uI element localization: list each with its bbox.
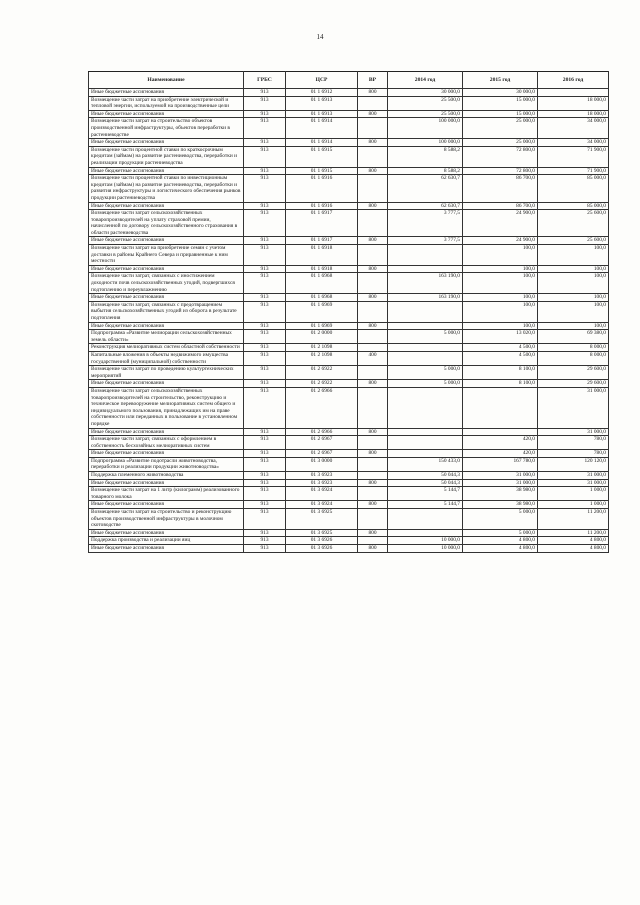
row-vr (358, 344, 388, 352)
row-value-2015: 100,0 (463, 245, 538, 266)
row-name: Возмещение части затрат сельскохозяйственных товаропроизводителей на уплату страховой премии, начисленной по договору сельскохозяйственного страхования в области растениеводства (89, 210, 244, 237)
row-value-2016: 120 120,0 (538, 457, 609, 471)
row-value-2016: 71 900,0 (538, 167, 609, 175)
column-header-csr: ЦСР (286, 72, 358, 89)
row-grbs: 913 (244, 175, 286, 202)
row-value-2015: 25 000,0 (463, 118, 538, 139)
row-value-2015: 31 000,0 (463, 479, 538, 487)
row-grbs: 913 (244, 202, 286, 210)
row-value-2016: 31 000,0 (538, 387, 609, 428)
row-name: Иные бюджетные ассигнования (89, 450, 244, 458)
row-csr: 01 3 6924 (286, 487, 358, 501)
row-value-2014: 25 500,0 (388, 96, 463, 110)
row-value-2016: 4 800,0 (538, 545, 609, 553)
table-row (89, 351, 609, 365)
table-row (89, 273, 609, 294)
row-value-2016: 85 000,0 (538, 202, 609, 210)
column-header-2014: 2014 год (388, 72, 463, 89)
row-vr (358, 210, 388, 237)
table-row (89, 457, 609, 471)
row-grbs: 913 (244, 387, 286, 428)
row-value-2014: 50 044,3 (388, 479, 463, 487)
row-vr (358, 537, 388, 545)
row-vr: 800 (358, 89, 388, 97)
row-grbs: 913 (244, 351, 286, 365)
row-csr: 01 2 1098 (286, 351, 358, 365)
row-value-2015: 38 980,0 (463, 501, 538, 509)
row-csr: 01 2 6922 (286, 380, 358, 388)
row-name: Возмещение части затрат, связанных с предотвращением выбытия сельскохозяйственных угодий из оборота в результате подтопления (89, 301, 244, 322)
row-value-2015: 24 900,0 (463, 237, 538, 245)
row-value-2015: 86 700,0 (463, 175, 538, 202)
table-row (89, 501, 609, 509)
row-name: Иные бюджетные ассигнования (89, 501, 244, 509)
table-header (89, 72, 609, 89)
row-value-2014: 5 000,0 (388, 380, 463, 388)
row-grbs: 913 (244, 322, 286, 330)
row-csr: 01 3 6926 (286, 537, 358, 545)
row-value-2015: 25 000,0 (463, 139, 538, 147)
row-vr: 800 (358, 202, 388, 210)
page-number: 14 (316, 33, 324, 41)
row-csr: 01 3 6924 (286, 501, 358, 509)
row-value-2014: 30 000,0 (388, 89, 463, 97)
row-value-2014: 8 588,2 (388, 146, 463, 167)
row-value-2016 (538, 89, 609, 97)
row-name: Иные бюджетные ассигнования (89, 294, 244, 302)
row-value-2014 (388, 245, 463, 266)
row-grbs: 913 (244, 487, 286, 501)
row-value-2016: 8 000,0 (538, 351, 609, 365)
table-row (89, 330, 609, 344)
row-value-2016: 29 600,0 (538, 380, 609, 388)
row-vr: 400 (358, 351, 388, 365)
row-name: Поддержка производства и реализации яиц (89, 537, 244, 545)
row-value-2016: 780,0 (538, 450, 609, 458)
row-name: Иные бюджетные ассигнования (89, 322, 244, 330)
row-value-2014 (388, 301, 463, 322)
row-name: Иные бюджетные ассигнования (89, 479, 244, 487)
row-grbs: 913 (244, 428, 286, 436)
row-value-2016: 31 000,0 (538, 479, 609, 487)
row-value-2015 (463, 387, 538, 428)
row-value-2016: 29 600,0 (538, 366, 609, 380)
row-value-2016: 100,0 (538, 273, 609, 294)
row-value-2015: 100,0 (463, 322, 538, 330)
row-value-2014 (388, 344, 463, 352)
row-value-2016: 69 380,0 (538, 330, 609, 344)
row-name: Возмещение части затрат, связанных с иностижением доходности почв сельскохозяйственных угодий, подвергшихся подтоплению и переувлажнению (89, 273, 244, 294)
table-row (89, 509, 609, 530)
row-csr: 01 1 6968 (286, 273, 358, 294)
row-value-2016: 1 000,0 (538, 501, 609, 509)
row-value-2016: 1 000,0 (538, 487, 609, 501)
row-grbs: 913 (244, 245, 286, 266)
row-name: Иные бюджетные ассигнования (89, 202, 244, 210)
row-vr (358, 118, 388, 139)
row-grbs: 913 (244, 344, 286, 352)
row-value-2014: 5 144,7 (388, 487, 463, 501)
row-value-2016: 18 000,0 (538, 110, 609, 118)
row-vr: 800 (358, 479, 388, 487)
row-vr: 800 (358, 545, 388, 553)
row-vr: 800 (358, 237, 388, 245)
table-body (89, 89, 609, 553)
table-row (89, 210, 609, 237)
row-name: Возмещение части затрат на приобретение семян с учетом доставки в районы Крайнего Севера и приравненные к ним местности (89, 245, 244, 266)
row-csr: 01 1 6968 (286, 294, 358, 302)
row-value-2015: 4 800,0 (463, 537, 538, 545)
row-value-2015 (463, 428, 538, 436)
row-value-2014 (388, 450, 463, 458)
row-value-2015: 8 100,0 (463, 366, 538, 380)
row-csr: 01 1 6912 (286, 89, 358, 97)
row-name: Иные бюджетные ассигнования (89, 428, 244, 436)
row-value-2016: 31 000,0 (538, 472, 609, 480)
row-name: Возмещение части затрат по проведению культуртехнических мероприятий (89, 366, 244, 380)
row-grbs: 913 (244, 89, 286, 97)
row-name: Иные бюджетные ассигнования (89, 139, 244, 147)
table-row (89, 89, 609, 97)
row-value-2014: 62 630,7 (388, 175, 463, 202)
row-value-2015: 167 780,0 (463, 457, 538, 471)
row-csr: 01 1 6969 (286, 301, 358, 322)
row-csr: 01 2 6966 (286, 387, 358, 428)
row-value-2014 (388, 351, 463, 365)
table-row (89, 545, 609, 553)
row-value-2015: 5 000,0 (463, 509, 538, 530)
row-name: Возмещение части затрат на приобретение электрической и тепловой энергии, используемой на производственные цели (89, 96, 244, 110)
row-value-2015: 15 000,0 (463, 96, 538, 110)
row-value-2016: 71 900,0 (538, 146, 609, 167)
row-value-2014: 5 000,0 (388, 366, 463, 380)
row-value-2016: 25 600,0 (538, 237, 609, 245)
table-row (89, 428, 609, 436)
row-vr (358, 509, 388, 530)
row-value-2014 (388, 265, 463, 273)
row-value-2015: 31 000,0 (463, 472, 538, 480)
row-csr: 01 1 6918 (286, 265, 358, 273)
row-value-2016: 100,0 (538, 294, 609, 302)
row-csr: 01 1 6915 (286, 167, 358, 175)
row-value-2016: 18 000,0 (538, 96, 609, 110)
row-vr (358, 366, 388, 380)
row-csr: 01 3 6925 (286, 529, 358, 537)
row-name: Иные бюджетные ассигнования (89, 380, 244, 388)
row-csr: 01 1 6913 (286, 96, 358, 110)
table-row (89, 450, 609, 458)
row-csr: 01 2 6922 (286, 366, 358, 380)
table-row (89, 175, 609, 202)
row-vr (358, 330, 388, 344)
row-value-2016: 100,0 (538, 265, 609, 273)
row-grbs: 913 (244, 167, 286, 175)
row-value-2014: 150 433,0 (388, 457, 463, 471)
table-row (89, 167, 609, 175)
row-csr: 01 3 6925 (286, 509, 358, 530)
table-row (89, 472, 609, 480)
row-name: Возмещение части затрат на строительство объектов производственной инфраструктуры, объектов переработки в растениеводстве (89, 118, 244, 139)
row-vr (358, 436, 388, 450)
row-vr (358, 273, 388, 294)
row-value-2015: 100,0 (463, 294, 538, 302)
row-grbs: 913 (244, 472, 286, 480)
row-csr: 01 2 1098 (286, 344, 358, 352)
row-vr: 800 (358, 167, 388, 175)
row-value-2014: 62 630,7 (388, 202, 463, 210)
row-csr: 01 2 0000 (286, 330, 358, 344)
row-value-2014 (388, 436, 463, 450)
row-name: Иные бюджетные ассигнования (89, 89, 244, 97)
row-grbs: 913 (244, 210, 286, 237)
row-name: Иные бюджетные ассигнования (89, 529, 244, 537)
row-csr: 01 2 6967 (286, 450, 358, 458)
row-value-2014: 163 190,0 (388, 273, 463, 294)
row-grbs: 913 (244, 237, 286, 245)
row-grbs: 913 (244, 301, 286, 322)
row-vr (358, 472, 388, 480)
row-value-2015: 4 500,0 (463, 344, 538, 352)
table-row (89, 265, 609, 273)
row-vr: 800 (358, 428, 388, 436)
row-grbs: 913 (244, 537, 286, 545)
row-value-2014 (388, 509, 463, 530)
row-value-2016: 780,0 (538, 436, 609, 450)
row-value-2015: 13 020,0 (463, 330, 538, 344)
row-value-2015: 100,0 (463, 273, 538, 294)
column-header-2016: 2016 год (538, 72, 609, 89)
row-value-2014 (388, 387, 463, 428)
budget-table (88, 71, 609, 553)
row-grbs: 913 (244, 501, 286, 509)
row-grbs: 913 (244, 146, 286, 167)
row-value-2016: 11 200,0 (538, 509, 609, 530)
row-value-2016: 31 000,0 (538, 428, 609, 436)
row-csr: 01 2 6966 (286, 428, 358, 436)
row-csr: 01 3 6923 (286, 472, 358, 480)
row-value-2015: 8 100,0 (463, 380, 538, 388)
row-name: Реконструкция мелиоративных систем областной собственности (89, 344, 244, 352)
row-value-2015: 24 900,0 (463, 210, 538, 237)
row-csr: 01 1 6914 (286, 118, 358, 139)
row-grbs: 913 (244, 366, 286, 380)
row-value-2015: 4 800,0 (463, 545, 538, 553)
row-vr: 800 (358, 322, 388, 330)
row-value-2016: 34 000,0 (538, 118, 609, 139)
row-name: Возмещение части затрат на строительство и реконструкцию объектов производственной инфраструктуры в молочном скотоводстве (89, 509, 244, 530)
row-grbs: 913 (244, 509, 286, 530)
row-name: Возмещение части затрат, связанных с оформлением в собственность бесхозяйных мелиоративных систем (89, 436, 244, 450)
row-vr: 800 (358, 450, 388, 458)
row-grbs: 913 (244, 380, 286, 388)
row-grbs: 913 (244, 545, 286, 553)
row-value-2016: 85 000,0 (538, 175, 609, 202)
row-vr (358, 96, 388, 110)
table-row (89, 366, 609, 380)
row-value-2014 (388, 322, 463, 330)
row-name: Иные бюджетные ассигнования (89, 110, 244, 118)
row-value-2015: 100,0 (463, 301, 538, 322)
row-value-2015: 38 980,0 (463, 487, 538, 501)
row-value-2016: 8 000,0 (538, 344, 609, 352)
row-vr (358, 301, 388, 322)
row-grbs: 913 (244, 265, 286, 273)
row-value-2014: 3 777,5 (388, 210, 463, 237)
table-row (89, 387, 609, 428)
row-csr: 01 1 6917 (286, 237, 358, 245)
row-vr: 800 (358, 529, 388, 537)
row-vr (358, 175, 388, 202)
row-value-2015: 5 000,0 (463, 529, 538, 537)
row-csr: 01 1 6918 (286, 245, 358, 266)
column-header-grbs: ГРБС (244, 72, 286, 89)
row-name: Возмещение части затрат на 1 литр (килограмм) реализованного товарного молока (89, 487, 244, 501)
row-value-2015: 72 800,0 (463, 167, 538, 175)
row-value-2015: 15 000,0 (463, 110, 538, 118)
row-grbs: 913 (244, 139, 286, 147)
row-grbs: 913 (244, 436, 286, 450)
row-value-2014: 10 000,0 (388, 537, 463, 545)
row-vr (358, 146, 388, 167)
row-grbs: 913 (244, 457, 286, 471)
row-name: Подпрограмма «Развитие подотрасли животноводства, переработки и реализации продукции животноводства» (89, 457, 244, 471)
row-csr: 01 1 6915 (286, 146, 358, 167)
row-csr: 01 1 6914 (286, 139, 358, 147)
table-row (89, 118, 609, 139)
row-value-2016: 100,0 (538, 322, 609, 330)
table-row (89, 301, 609, 322)
row-grbs: 913 (244, 273, 286, 294)
row-value-2014: 5 144,7 (388, 501, 463, 509)
table-row (89, 380, 609, 388)
row-value-2015: 86 700,0 (463, 202, 538, 210)
row-vr (358, 487, 388, 501)
row-value-2015: 30 000,0 (463, 89, 538, 97)
row-vr: 800 (358, 501, 388, 509)
row-csr: 01 3 0000 (286, 457, 358, 471)
row-name: Поддержка племенного животноводства (89, 472, 244, 480)
row-value-2014: 100 000,0 (388, 139, 463, 147)
row-value-2016: 34 000,0 (538, 139, 609, 147)
table-row (89, 294, 609, 302)
table-row (89, 344, 609, 352)
row-value-2014 (388, 529, 463, 537)
row-vr: 800 (358, 110, 388, 118)
table-row (89, 487, 609, 501)
row-value-2014 (388, 428, 463, 436)
column-header-name: Наименование (89, 72, 244, 89)
row-name: Иные бюджетные ассигнования (89, 265, 244, 273)
table-row (89, 436, 609, 450)
row-value-2015: 420,0 (463, 450, 538, 458)
row-grbs: 913 (244, 96, 286, 110)
row-vr: 800 (358, 265, 388, 273)
row-csr: 01 1 6916 (286, 175, 358, 202)
row-grbs: 913 (244, 479, 286, 487)
row-csr: 01 1 6917 (286, 210, 358, 237)
table-row (89, 245, 609, 266)
row-value-2014: 25 500,0 (388, 110, 463, 118)
row-name: Иные бюджетные ассигнования (89, 167, 244, 175)
table-row (89, 322, 609, 330)
row-vr: 800 (358, 380, 388, 388)
row-grbs: 913 (244, 529, 286, 537)
row-value-2016: 4 800,0 (538, 537, 609, 545)
row-vr: 800 (358, 139, 388, 147)
table-row (89, 110, 609, 118)
row-value-2015: 72 800,0 (463, 146, 538, 167)
row-name: Возмещение части затрат сельскохозяйственных товаропроизводителей на строительство, реконструкцию и техническое перевооружение мелиоративных систем общего и индивидуального пользования, принадлежащих им на праве собственности или переданных в пользование в установленном порядке (89, 387, 244, 428)
table-row (89, 529, 609, 537)
row-value-2015: 100,0 (463, 265, 538, 273)
table-row (89, 537, 609, 545)
row-value-2014: 10 000,0 (388, 545, 463, 553)
row-csr: 01 1 6913 (286, 110, 358, 118)
row-value-2015: 4 500,0 (463, 351, 538, 365)
table-row (89, 237, 609, 245)
row-name: Иные бюджетные ассигнования (89, 237, 244, 245)
column-header-vr: ВР (358, 72, 388, 89)
row-name: Возмещение части процентной ставки по инвестиционным кредитам (займам) на развитие растениеводства, переработки и развития инфраструктуры и логистического обеспечения рынков продукции растениеводства (89, 175, 244, 202)
row-csr: 01 3 6926 (286, 545, 358, 553)
row-value-2016: 11 200,0 (538, 529, 609, 537)
row-csr: 01 1 6969 (286, 322, 358, 330)
table-row (89, 96, 609, 110)
column-header-2015: 2015 год (463, 72, 538, 89)
row-vr (358, 387, 388, 428)
row-grbs: 913 (244, 330, 286, 344)
table-row (89, 202, 609, 210)
row-name: Возмещение части процентной ставки по краткосрочным кредитам (займам) на развитие растениеводства, переработки и реализации продукции растениеводства (89, 146, 244, 167)
table-row (89, 139, 609, 147)
row-value-2014: 8 588,2 (388, 167, 463, 175)
row-grbs: 913 (244, 450, 286, 458)
row-value-2015: 420,0 (463, 436, 538, 450)
row-grbs: 913 (244, 110, 286, 118)
row-vr (358, 457, 388, 471)
row-vr (358, 245, 388, 266)
row-vr: 800 (358, 294, 388, 302)
row-name: Иные бюджетные ассигнования (89, 545, 244, 553)
table-row (89, 479, 609, 487)
row-name: Капитальные вложения в объекты недвижимого имущества государственной (муниципальной) собственности (89, 351, 244, 365)
row-name: Подпрограмма «Развитие мелиорации сельскохозяйственных земель области» (89, 330, 244, 344)
row-csr: 01 1 6916 (286, 202, 358, 210)
row-value-2016: 100,0 (538, 245, 609, 266)
row-value-2014: 5 000,0 (388, 330, 463, 344)
row-value-2014: 100 000,0 (388, 118, 463, 139)
row-csr: 01 2 6967 (286, 436, 358, 450)
row-value-2014: 163 190,0 (388, 294, 463, 302)
row-grbs: 913 (244, 294, 286, 302)
row-value-2014: 3 777,5 (388, 237, 463, 245)
row-csr: 01 3 6923 (286, 479, 358, 487)
row-value-2014: 50 044,3 (388, 472, 463, 480)
row-grbs: 913 (244, 118, 286, 139)
row-value-2016: 25 600,0 (538, 210, 609, 237)
row-value-2016: 100,0 (538, 301, 609, 322)
table-row (89, 146, 609, 167)
